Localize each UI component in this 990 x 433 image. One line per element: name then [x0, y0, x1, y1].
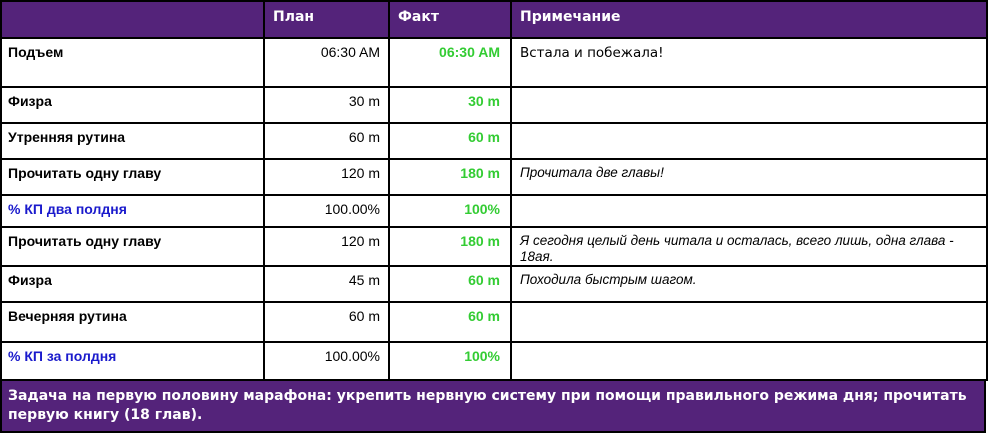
note-cell[interactable]: [511, 87, 987, 123]
note-cell[interactable]: Я сегодня целый день читала и осталась, всего лишь, одна глава - 18ая.: [511, 227, 987, 266]
plan-cell[interactable]: 45 m: [264, 266, 389, 302]
fact-cell[interactable]: 60 m: [389, 302, 511, 342]
task-name-cell[interactable]: Физра: [1, 87, 264, 123]
plan-cell[interactable]: 06:30 AM: [264, 38, 389, 87]
goal-footer[interactable]: Задача на первую половину марафона: укрепить нервную систему при помощи правильного режима дня; прочитать первую книгу (18 глав).: [0, 381, 986, 433]
plan-cell[interactable]: 60 m: [264, 123, 389, 159]
plan-cell[interactable]: 100.00%: [264, 195, 389, 227]
plan-cell[interactable]: 30 m: [264, 87, 389, 123]
plan-cell[interactable]: 120 m: [264, 159, 389, 195]
fact-cell[interactable]: 180 m: [389, 159, 511, 195]
note-cell[interactable]: [511, 302, 987, 342]
task-name-cell[interactable]: Утренняя рутина: [1, 123, 264, 159]
table-row: [1, 342, 987, 380]
plan-cell[interactable]: 60 m: [264, 302, 389, 342]
header-plan-cell[interactable]: План: [264, 1, 389, 38]
task-name-cell[interactable]: Вечерняя рутина: [1, 302, 264, 342]
table-row: [1, 227, 987, 266]
note-cell[interactable]: [511, 123, 987, 159]
table-row: [1, 302, 987, 342]
plan-cell[interactable]: 100.00%: [264, 342, 389, 380]
table-row: [1, 159, 987, 195]
plan-cell[interactable]: 120 m: [264, 227, 389, 266]
table-row: [1, 87, 987, 123]
note-cell[interactable]: Прочитала две главы!: [511, 159, 987, 195]
table-row: [1, 195, 987, 227]
fact-cell[interactable]: 06:30 AM: [389, 38, 511, 87]
fact-cell[interactable]: 100%: [389, 195, 511, 227]
kpi-name-cell[interactable]: % КП за полдня: [1, 342, 264, 380]
note-cell[interactable]: Встала и побежала!: [511, 38, 987, 87]
note-cell[interactable]: Походила быстрым шагом.: [511, 266, 987, 302]
header-note-cell[interactable]: Примечание: [511, 1, 987, 38]
task-name-cell[interactable]: Подъем: [1, 38, 264, 87]
fact-cell[interactable]: 30 m: [389, 87, 511, 123]
task-name-cell[interactable]: Прочитать одну главу: [1, 159, 264, 195]
fact-cell[interactable]: 100%: [389, 342, 511, 380]
fact-cell[interactable]: 60 m: [389, 123, 511, 159]
header-row: [1, 1, 987, 38]
kpi-name-cell[interactable]: % КП два полдня: [1, 195, 264, 227]
table-row: [1, 266, 987, 302]
note-cell[interactable]: [511, 342, 987, 380]
fact-cell[interactable]: 180 m: [389, 227, 511, 266]
note-cell[interactable]: [511, 195, 987, 227]
table-row: [1, 123, 987, 159]
header-name-cell[interactable]: [1, 1, 264, 38]
fact-cell[interactable]: 60 m: [389, 266, 511, 302]
task-name-cell[interactable]: Физра: [1, 266, 264, 302]
header-fact-cell[interactable]: Факт: [389, 1, 511, 38]
task-name-cell[interactable]: Прочитать одну главу: [1, 227, 264, 266]
table-row: [1, 38, 987, 87]
